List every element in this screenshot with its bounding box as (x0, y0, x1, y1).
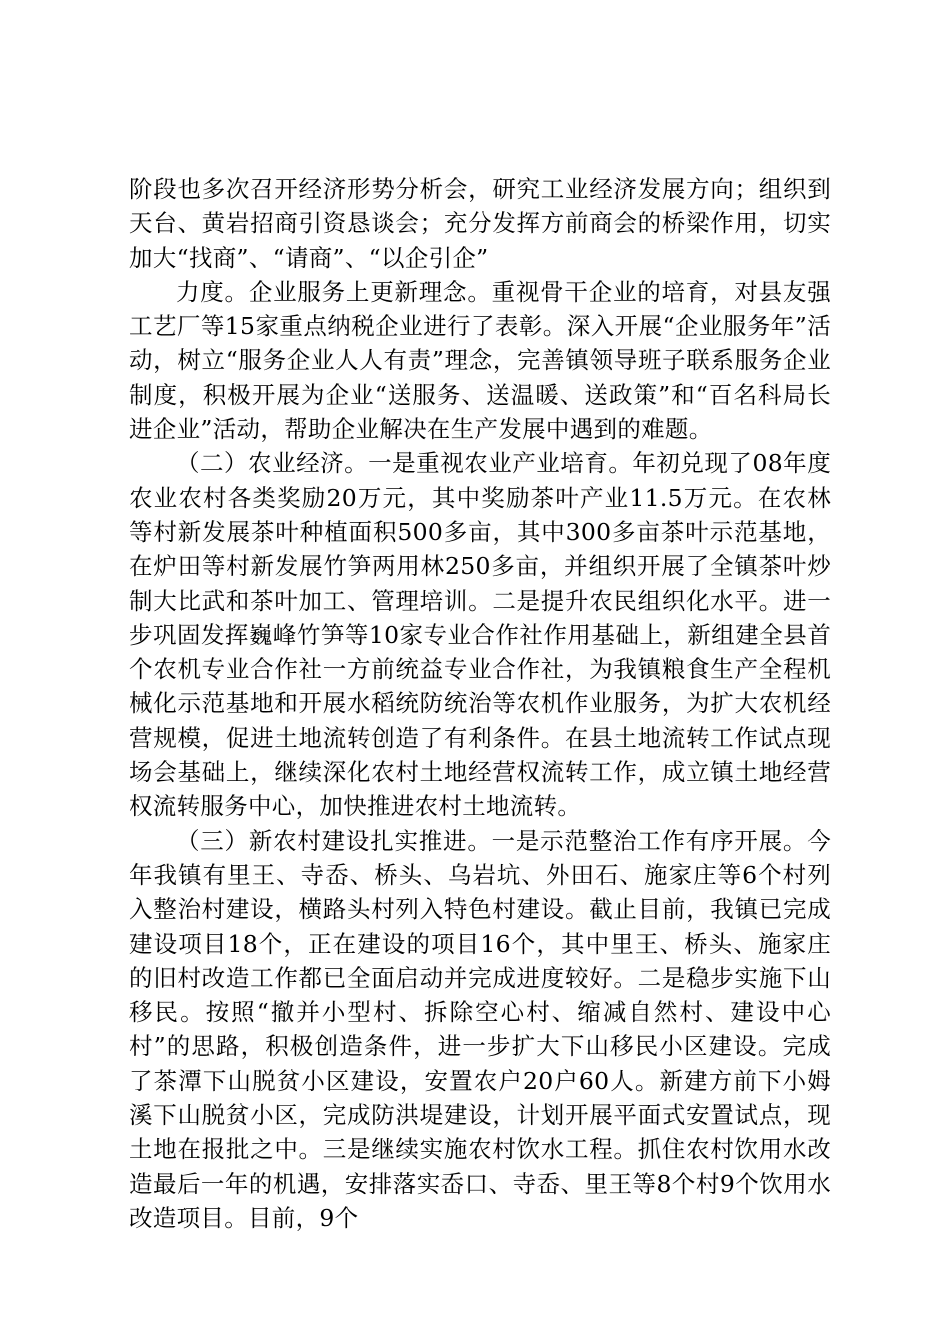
paragraph-2: 力度。企业服务上更新理念。重视骨干企业的培育，对县友强工艺厂等15家重点纳税企业进行了表彰。深入开展“企业服务年”活动，树立“服务企业人人有责”理念，完善镇领导班子联系服务企业制度，积极开展为企业“送服务、送温暖、送政策”和“百名科局长进企业”活动，帮助企业解决在生产发展中遇到的难题。 (129, 277, 831, 444)
document-body (129, 172, 831, 1235)
paragraph-3: （二）农业经济。一是重视农业产业培育。年初兑现了08年度农业农村各类奖励20万元，其中奖励茶叶产业11.5万元。在农林等村新发展茶叶种植面积500多亩，其中300多亩茶叶示范基地，在炉田等村新发展竹笋两用林250多亩，并组织开展了全镇茶叶炒制大比武和茶叶加工、管理培训。二是提升农民组织化水平。进一步巩固发挥巍峰竹笋等10家专业合作社作用基础上，新组建全县首个农机专业合作社一方前统益专业合作社，为我镇粮食生产全程机械化示范基地和开展水稻统防统治等农机作业服务，为扩大农机经营规模，促进土地流转创造了有利条件。在县土地流转工作试点现场会基础上，继续深化农村土地经营权流转工作，成立镇土地经营权流转服务中心，加快推进农村土地流转。 (129, 449, 831, 821)
paragraph-1: 阶段也多次召开经济形势分析会，研究工业经济发展方向；组织到天台、黄岩招商引资恳谈会；充分发挥方前商会的桥梁作用，切实加大“找商”、“请商”、“以企引企” (129, 175, 831, 272)
paragraph-4: （三）新农村建设扎实推进。一是示范整治工作有序开展。今年我镇有里王、寺岙、桥头、乌岩坑、外田石、施家庄等6个村列入整治村建设，横路头村列入特色村建设。截止目前，我镇已完成建设项目18个，正在建设的项目16个，其中里王、桥头、施家庄的旧村改造工作都已全面启动并完成进度较好。二是稳步实施下山移民。按照“撤并小型村、拆除空心村、缩减自然村、建设中心村”的思路，积极创造条件，进一步扩大下山移民小区建设。完成了茶潭下山脱贫小区建设，安置农户20户60人。新建方前下小姆溪下山脱贫小区，完成防洪堤建设，计划开展平面式安置试点，现土地在报批之中。三是继续实施农村饮水工程。抓住农村饮用水改造最后一年的机遇，安排落实岙口、寺岙、里王等8个村9个饮用水改造项目。目前，9个 (129, 826, 831, 1232)
